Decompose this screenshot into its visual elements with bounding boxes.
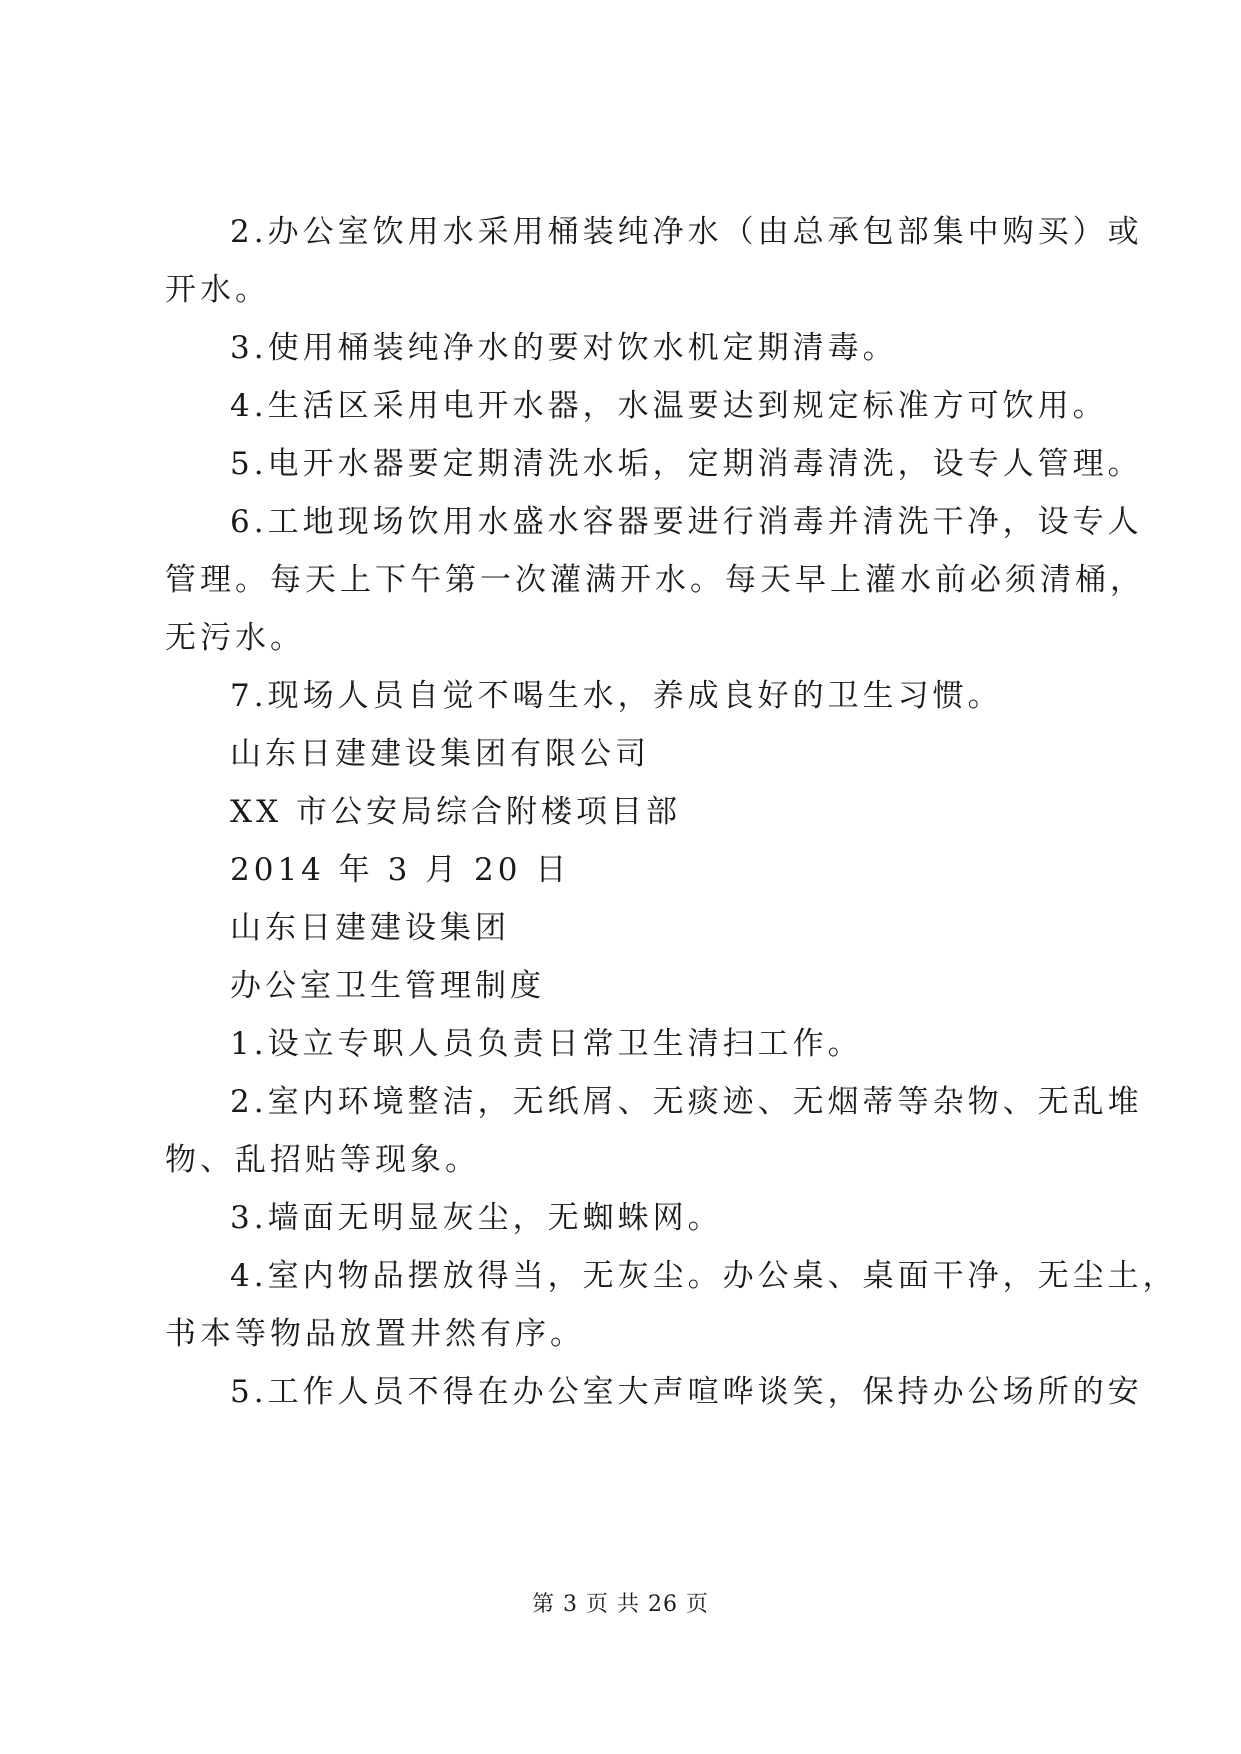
text-line: 5.工作人员不得在办公室大声喧哗谈笑，保持办公场所的安 — [230, 1374, 1143, 1410]
text-line: 4.生活区采用电开水器，水温要达到规定标准方可饮用。 — [230, 388, 1108, 424]
text-line: 5.电开水器要定期清洗水垢，定期消毒清洗，设专人管理。 — [230, 446, 1143, 482]
company-group: 山东日建建设集团 — [230, 910, 510, 946]
company-name: 山东日建建设集团有限公司 — [230, 736, 650, 772]
text-line: 3.使用桶装纯净水的要对饮水机定期清毒。 — [230, 330, 898, 366]
text-line: 物、乱招贴等现象。 — [165, 1142, 480, 1178]
text-line: 7.现场人员自觉不喝生水，养成良好的卫生习惯。 — [230, 678, 1003, 714]
section-title: 办公室卫生管理制度 — [230, 968, 545, 1004]
text-line: 1.设立专职人员负责日常卫生清扫工作。 — [230, 1026, 863, 1062]
text-line: 2.室内环境整洁，无纸屑、无痰迹、无烟蒂等杂物、无乱堆 — [230, 1084, 1143, 1120]
text-line: 6.工地现场饮用水盛水容器要进行消毒并清洗干净，设专人 — [230, 504, 1143, 540]
text-line: 书本等物品放置井然有序。 — [165, 1316, 585, 1352]
text-line: 无污水。 — [165, 620, 305, 656]
document-date: 2014 年 3 月 20 日 — [230, 852, 571, 888]
project-department: XX 市公安局综合附楼项目部 — [230, 794, 681, 830]
text-line: 3.墙面无明显灰尘，无蜘蛛网。 — [230, 1200, 723, 1236]
text-line: 4.室内物品摆放得当，无灰尘。办公桌、桌面干净，无尘土， — [230, 1258, 1178, 1294]
text-line: 管理。每天上下午第一次灌满开水。每天早上灌水前必须清桶， — [165, 562, 1145, 598]
text-line: 开水。 — [165, 272, 270, 308]
page-number-footer: 第 3 页 共 26 页 — [532, 1592, 709, 1617]
text-line: 2.办公室饮用水采用桶装纯净水（由总承包部集中购买）或 — [230, 214, 1143, 250]
